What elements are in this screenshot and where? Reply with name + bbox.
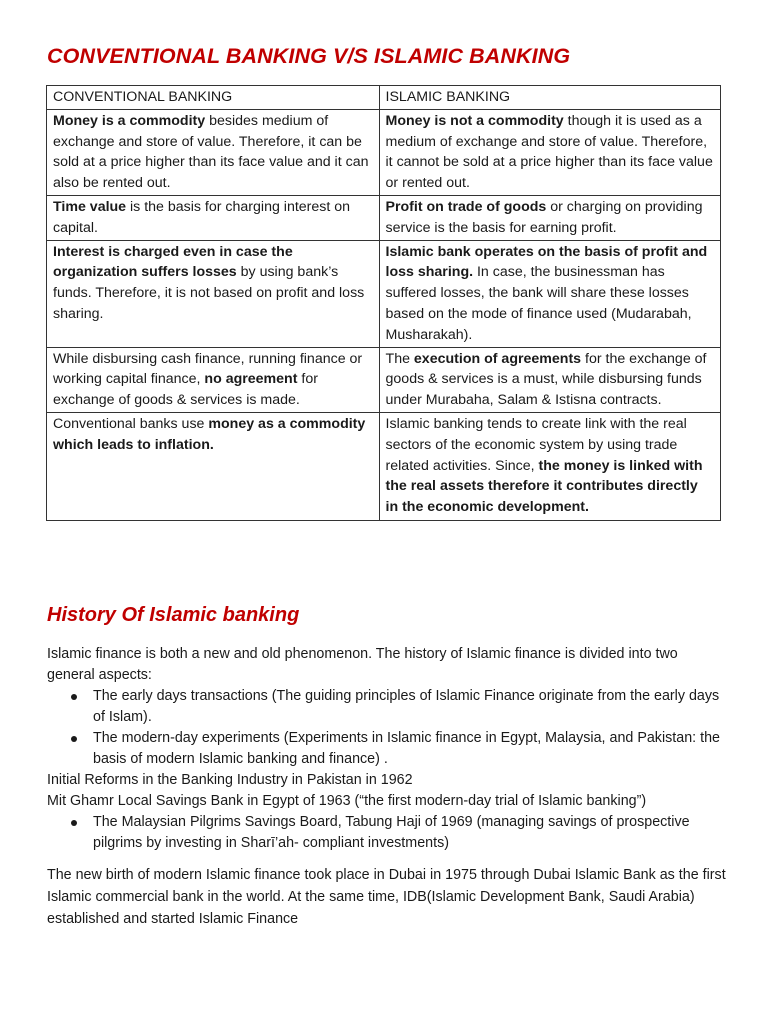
history-intro: Islamic finance is both a new and old phenomenon. The history of Islamic finance is divided into two general aspects: <box>47 646 678 683</box>
list-item-text: The Malaysian Pilgrims Savings Board, Tabung Haji of 1969 (managing savings of prospective pilgrims by investing in Sharī’ah- compliant investments) <box>93 814 690 851</box>
bullet-icon <box>71 820 77 826</box>
cell-text: is the basis for charging interest on capital. <box>53 198 351 236</box>
islamic-cell <box>379 195 720 240</box>
list-item <box>93 812 727 854</box>
cell-bold-text: Profit on trade of goods <box>385 198 547 215</box>
islamic-cell <box>379 240 720 347</box>
history-body <box>47 644 727 930</box>
cell-text: Islamic banking tends to create link with the real sectors of the economic system by using trade related activities. Since, <box>385 415 687 474</box>
mit-ghamr-line: Mit Ghamr Local Savings Bank in Egypt of 1963 (“the first modern-day trial of Islamic banking”) <box>47 793 647 809</box>
table-row <box>47 195 721 240</box>
pilgrims-list <box>47 812 727 854</box>
aspects-list <box>47 686 727 770</box>
conventional-cell <box>47 195 380 240</box>
table-row <box>47 412 721 520</box>
page-title: CONVENTIONAL BANKING V/S ISLAMIC BANKING <box>47 44 571 68</box>
conventional-cell <box>47 412 380 520</box>
table-row <box>47 347 721 412</box>
list-item-text: The early days transactions (The guiding principles of Islamic Finance originate from the early days of Islam). <box>93 688 720 725</box>
cell-text: though it is used as a medium of exchange and store of value. Therefore, it cannot be sold at a price higher than its face value or rented out. <box>385 112 713 192</box>
column-header-islamic: ISLAMIC BANKING <box>379 86 720 110</box>
reforms-line: Initial Reforms in the Banking Industry in Pakistan in 1962 <box>47 772 413 788</box>
history-heading: History Of Islamic banking <box>47 604 300 626</box>
list-item <box>93 686 727 728</box>
cell-text: besides medium of exchange and store of value. Therefore, it can be sold at a price higher than its face value and it can also be rented out. <box>53 112 369 192</box>
conventional-cell <box>47 240 380 347</box>
bullet-icon <box>71 694 77 700</box>
cell-text: for exchange of goods & services is made. <box>53 371 318 409</box>
cell-text: In case, the businessman has suffered losses, the bank will share these losses based on the mode of finance used (Mudarabah, Musharakah). <box>385 264 692 343</box>
conventional-cell <box>47 347 380 412</box>
comparison-table <box>46 85 721 521</box>
islamic-cell <box>379 109 720 195</box>
cell-text: The <box>385 350 414 367</box>
table-row <box>47 109 721 195</box>
cell-text: Conventional banks use <box>53 415 209 432</box>
cell-bold-text: no agreement <box>204 371 298 388</box>
table-header-row <box>47 86 721 110</box>
cell-text: for the exchange of goods & services is a must, while disbursing funds under Murabaha, Salam & Istisna contracts. <box>385 350 707 409</box>
cell-bold-text: execution of agreements <box>413 350 582 367</box>
cell-bold-text: Money is a commodity <box>53 112 206 129</box>
cell-bold-text: money as a commodity which leads to inflation. <box>53 415 366 453</box>
conventional-cell <box>47 109 380 195</box>
closing-paragraph: The new birth of modern Islamic finance took place in Dubai in 1975 through Dubai Islamic Bank as the first Islamic commercial bank in the world. At the same time, IDB(Islamic Development Bank, Saudi Arabia) established and started Islamic Finance <box>47 867 726 927</box>
cell-bold-text: the money is linked with the real assets therefore it contributes directly in the economic development. <box>385 457 703 516</box>
cell-text: While disbursing cash finance, running finance or working capital finance, <box>53 350 363 388</box>
column-header-conventional: CONVENTIONAL BANKING <box>47 86 380 110</box>
cell-bold-text: Time value <box>53 198 127 215</box>
islamic-cell <box>379 347 720 412</box>
cell-bold-text: Money is not a commodity <box>385 112 564 129</box>
cell-bold-text: Interest is charged even in case the organization suffers losses <box>53 243 293 281</box>
cell-bold-text: Islamic bank operates on the basis of profit and loss sharing. <box>385 243 708 281</box>
islamic-cell <box>379 412 720 520</box>
table-row <box>47 240 721 347</box>
cell-text: by using bank’s funds. Therefore, it is not based on profit and loss sharing. <box>53 264 365 322</box>
list-item <box>93 728 727 770</box>
bullet-icon <box>71 736 77 742</box>
list-item-text: The modern-day experiments (Experiments in Islamic finance in Egypt, Malaysia, and Pakistan: the basis of modern Islamic banking and finance) . <box>93 730 720 767</box>
cell-text: or charging on providing service is the basis for earning profit. <box>385 198 703 236</box>
